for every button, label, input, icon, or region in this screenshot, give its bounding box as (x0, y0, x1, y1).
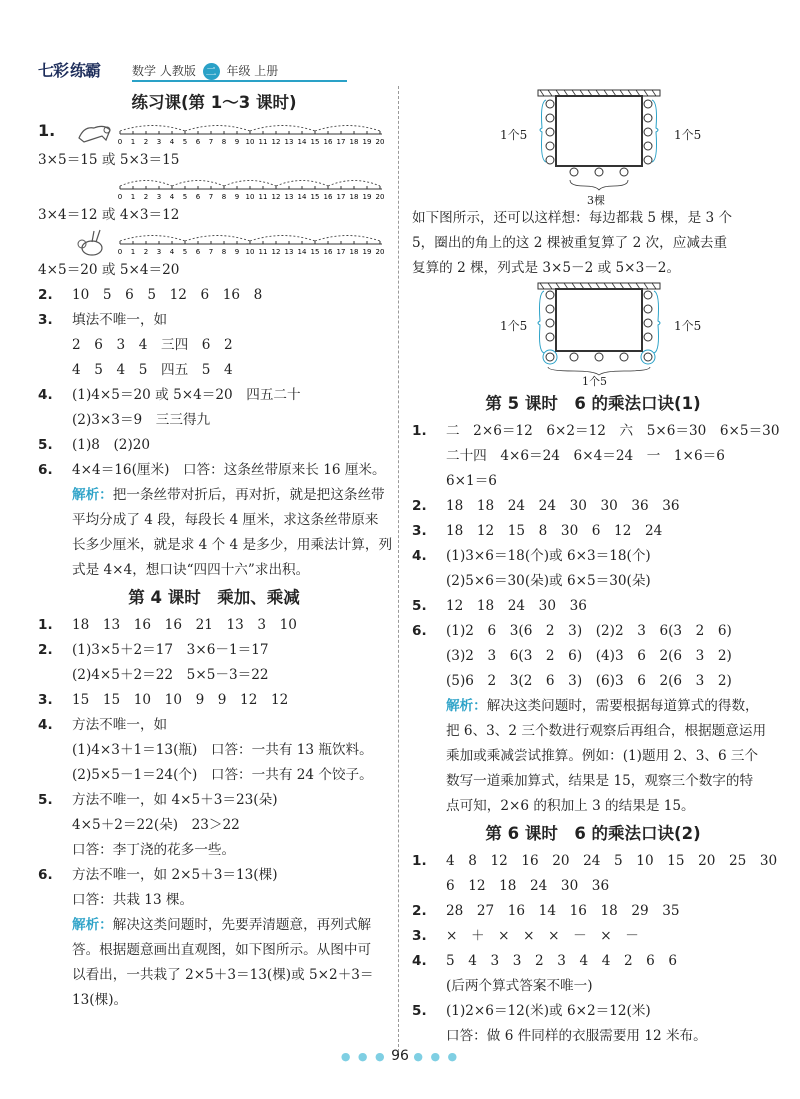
number-line-hop-arc (250, 126, 315, 132)
analysis-line (38, 913, 390, 938)
number-line-hop-arc (185, 236, 250, 242)
number-line-tick-label: 14 (297, 248, 307, 256)
number-line-tick-label: 16 (323, 248, 333, 256)
number-line-tick-label: 2 (143, 138, 149, 146)
number-line-tick-label: 1 (130, 193, 136, 201)
number-line-row-2 (38, 173, 390, 203)
number-line-tick-label: 11 (258, 248, 268, 256)
page-number: 96 (391, 1048, 409, 1064)
number-line-tick-label: 15 (310, 248, 320, 256)
figure-label-left: 1个5 (500, 319, 528, 333)
question-number: 5. (38, 437, 53, 453)
answer-line: 二十四 4×6＝24 6×4＝24 一 1×6＝6 (446, 448, 725, 464)
number-line-tick-label: 12 (271, 248, 281, 256)
number-line-tick-label: 6 (195, 248, 201, 256)
answer-line: 4×5＝20 或 5×4＝20 (38, 262, 180, 278)
brand-sub-text: 练霸 (70, 61, 101, 80)
number-line-hop-arc (315, 126, 380, 132)
question-number: 1. (38, 121, 56, 140)
figure-label-bottom: 3棵 (587, 194, 605, 207)
question-5 (38, 433, 390, 458)
question-number: 1. (412, 853, 427, 869)
answer-text: (1)2 6 3(6 2 3) (2)2 3 6(3 2 6) (446, 623, 732, 639)
number-line-tick-label: 3 (156, 138, 162, 146)
paragraph-line: 5，圈出的角上的这 2 棵被重复算了 2 次，应减去重 (412, 235, 728, 251)
number-line-tick-label: 16 (323, 138, 333, 146)
number-line-tick-label: 2 (143, 248, 149, 256)
answer-text: 15 15 10 10 9 9 12 12 (72, 692, 289, 708)
question-5 (412, 594, 774, 619)
number-line-tick-label: 10 (245, 193, 255, 201)
grade-badge: 二 (203, 63, 220, 80)
question-number: 3. (38, 692, 53, 708)
paragraph-line: 复算的 2 棵，列式是 3×5－2 或 5×3－2。 (412, 260, 681, 276)
number-line-hop-arc (276, 181, 328, 187)
answer-line: 口答：做 6 件同样的衣服需要用 12 米布。 (446, 1028, 707, 1044)
question-number: 2. (38, 287, 53, 303)
question-2 (38, 638, 390, 663)
question-number: 5. (412, 1003, 427, 1019)
answer-text: 18 13 16 16 21 13 3 10 (72, 617, 297, 633)
rabbit-icon (72, 228, 112, 258)
number-line-tick-label: 20 (375, 193, 385, 201)
number-line-tick-label: 18 (349, 138, 359, 146)
number-line-tick-label: 9 (234, 193, 240, 201)
grade-label: 年级 上册 (226, 64, 279, 78)
answer-line: 3×4＝12 或 4×3＝12 (38, 207, 180, 223)
question-3 (38, 688, 390, 713)
analysis-line: 长多少厘米，就是求 4 个 4 是多少，用乘法计算，列 (72, 537, 393, 553)
answer-text: 二 2×6＝12 6×2＝12 六 5×6＝30 6×5＝30 (446, 423, 780, 439)
analysis-line: 点可知，2×6 的积加上 3 的结果是 15。 (446, 798, 695, 814)
analysis-line: 乘加或乘减尝试推算。例如：(1)题用 2、3、6 三个 (446, 748, 759, 764)
question-number: 6. (38, 867, 53, 883)
analysis-label: 解析： (72, 487, 113, 503)
figure-label-left: 1个5 (500, 128, 528, 142)
number-line-tick-label: 8 (221, 193, 227, 201)
number-line-tick-label: 0 (117, 193, 123, 201)
analysis-line: 把 6、3、2 三个数进行观察后再组合，根据题意运用 (446, 723, 767, 739)
question-3 (412, 519, 774, 544)
answer-line: (1)4×3＋1＝13(瓶) 口答：一共有 13 瓶饮料。 (72, 742, 373, 758)
answer-text: × ＋ × × × － × － (446, 928, 639, 944)
number-line-hop-arc (328, 181, 380, 187)
question-5 (412, 999, 774, 1024)
analysis-line (412, 694, 774, 719)
question-6 (38, 458, 390, 483)
number-line-tick-label: 20 (375, 248, 385, 256)
answer-text: (1)4×5＝20 或 5×4＝20 四五二十 (72, 387, 301, 403)
number-line-tick-label: 14 (297, 138, 307, 146)
question-4 (38, 713, 390, 738)
answer-line: (2)4×5＋2＝22 5×5－3＝22 (72, 667, 269, 683)
question-6 (38, 863, 390, 888)
number-line-tick-label: 13 (284, 248, 294, 256)
number-line-hop-arc (224, 181, 276, 187)
number-line-tick-label: 20 (375, 138, 385, 146)
number-line-tick-label: 2 (143, 193, 149, 201)
number-line-tick-label: 15 (310, 193, 320, 201)
number-line-3 (116, 228, 388, 258)
subject-label: 数学 人教版 (132, 64, 196, 78)
number-line-tick-label: 18 (349, 193, 359, 201)
number-line-hop-arc (315, 236, 380, 242)
answer-line: (2)5×5－1＝24(个) 口答：一共有 24 个饺子。 (72, 767, 373, 783)
answer-line: (后两个算式答案不唯一) (446, 978, 593, 994)
figure-label-bottom: 1个5 (582, 375, 607, 388)
answer-text: 填法不唯一，如 (72, 312, 168, 328)
answer-text: 18 18 24 24 30 30 36 36 (446, 498, 680, 514)
question-4 (412, 949, 774, 974)
number-line-tick-label: 7 (208, 248, 214, 256)
number-line-tick-label: 4 (169, 138, 175, 146)
question-5 (38, 788, 390, 813)
answer-text: 方法不唯一，如 2×5＋3＝13(棵) (72, 867, 278, 883)
number-line-tick-label: 19 (362, 138, 372, 146)
brand-text: 七彩 (38, 61, 69, 80)
number-line-hop-arc (185, 126, 250, 132)
question-number: 4. (412, 953, 427, 969)
brand-logo (36, 58, 100, 81)
answer-line: 6 12 18 24 30 36 (446, 878, 610, 894)
number-line-tick-label: 8 (221, 138, 227, 146)
number-line-tick-label: 19 (362, 248, 372, 256)
question-number: 2. (412, 498, 427, 514)
answer-text: (1)3×6＝18(个)或 6×3＝18(个) (446, 548, 651, 564)
answer-line: (2)5×6＝30(朵)或 6×5＝30(朵) (446, 573, 651, 589)
question-number: 3. (38, 312, 53, 328)
number-line-tick-label: 6 (195, 138, 201, 146)
question-1 (412, 419, 780, 444)
tree-figure-1 (412, 88, 774, 206)
footer-dots-right: ● ● ● (413, 1050, 460, 1063)
analysis-line: 式是 4×4，想口诀“四四十六”求出积。 (72, 562, 310, 578)
analysis-line: 13(棵)。 (72, 992, 128, 1008)
answer-line: 口答：共栽 13 棵。 (72, 892, 194, 908)
number-line-hop-arc (250, 236, 315, 242)
answer-text: 5 4 3 3 2 3 4 4 2 6 6 (446, 953, 678, 969)
question-1 (38, 613, 390, 638)
analysis-line: 以看出，一共栽了 2×5＋3＝13(棵)或 5×2＋3＝ (72, 967, 374, 983)
number-line-tick-label: 15 (310, 138, 320, 146)
question-number: 4. (38, 387, 53, 403)
number-line-2 (116, 173, 388, 203)
answer-line: 4×5＋2＝22(朵) 23＞22 (72, 817, 240, 833)
section-title-lesson5: 第 5 课时 6 的乘法口诀(1) (485, 394, 701, 413)
number-line-tick-label: 11 (258, 138, 268, 146)
question-6 (412, 619, 774, 644)
question-number: 5. (38, 792, 53, 808)
number-line-tick-label: 6 (195, 193, 201, 201)
number-line-tick-label: 1 (130, 138, 136, 146)
answer-line: (3)2 3 6(3 2 6) (4)3 6 2(6 3 2) (446, 648, 732, 664)
number-line-row-1 (38, 118, 390, 148)
analysis-text: 把一条丝带对折后，再对折，就是把这条丝带 (112, 487, 385, 503)
column-divider (398, 86, 399, 1052)
number-line-tick-label: 17 (336, 193, 346, 201)
number-line-tick-label: 12 (271, 193, 281, 201)
number-line-tick-label: 19 (362, 193, 372, 201)
number-line-tick-label: 7 (208, 193, 214, 201)
tree-figure-2 (412, 281, 774, 389)
analysis-text: 解决这类问题时，先要弄清题意，再列式解 (112, 917, 372, 933)
question-2 (412, 899, 774, 924)
answer-text: (1)8 (2)20 (72, 437, 151, 453)
number-line-hop-arc (172, 181, 224, 187)
question-4 (412, 544, 774, 569)
paragraph-line: 如下图所示，还可以这样想：每边都栽 5 棵，是 3 个 (412, 210, 733, 226)
question-2 (412, 494, 774, 519)
number-line-tick-label: 4 (169, 193, 175, 201)
number-line-tick-label: 17 (336, 138, 346, 146)
figure-label-right: 1个5 (674, 128, 702, 142)
analysis-line: 答。根据题意画出直观图，如下图所示。从图中可 (72, 942, 372, 958)
analysis-text: 解决这类问题时，需要根据每道算式的得数， (486, 698, 759, 714)
footer-dots-left: ● ● ● (340, 1050, 387, 1063)
square-garden-diagram-circled (534, 281, 664, 377)
question-4 (38, 383, 390, 408)
number-line-tick-label: 5 (182, 193, 188, 201)
section-title-lesson4: 第 4 课时 乘加、乘减 (128, 588, 300, 607)
number-line-tick-label: 17 (336, 248, 346, 256)
tiger-icon (76, 118, 114, 146)
question-2 (38, 283, 390, 308)
square-garden-diagram (534, 88, 664, 206)
answer-line: (2)3×3＝9 三三得九 (72, 412, 211, 428)
analysis-line: 平均分成了 4 段，每段长 4 厘米，求这条丝带原来 (72, 512, 379, 528)
question-3 (38, 308, 390, 333)
answer-text: 10 5 6 5 12 6 16 8 (72, 287, 263, 303)
question-number: 3. (412, 523, 427, 539)
left-column (38, 88, 393, 1013)
answer-text: 12 18 24 30 36 (446, 598, 587, 614)
number-line-tick-label: 18 (349, 248, 359, 256)
number-line-tick-label: 13 (284, 138, 294, 146)
number-line-tick-label: 4 (169, 248, 175, 256)
section-title-lesson6: 第 6 课时 6 的乘法口诀(2) (485, 824, 701, 843)
answer-text: 4×4＝16(厘米) 口答：这条丝带原来长 16 厘米。 (72, 462, 386, 478)
number-line-tick-label: 11 (258, 193, 268, 201)
number-line-tick-label: 13 (284, 193, 294, 201)
question-number: 6. (38, 462, 53, 478)
number-line-1 (116, 118, 388, 148)
number-line-tick-label: 9 (234, 248, 240, 256)
answer-line: (5)6 2 3(2 6 3) (6)3 6 2(6 3 2) (446, 673, 732, 689)
number-line-tick-label: 10 (245, 248, 255, 256)
question-number: 4. (38, 717, 53, 733)
book-meta (132, 62, 278, 80)
analysis-line (38, 483, 390, 508)
question-number: 5. (412, 598, 427, 614)
number-line-tick-label: 5 (182, 138, 188, 146)
question-number: 6. (412, 623, 427, 639)
question-number: 1. (38, 617, 53, 633)
question-number: 2. (38, 642, 53, 658)
number-line-hop-arc (120, 126, 185, 132)
answer-text: (1)2×6＝12(米)或 6×2＝12(米) (446, 1003, 651, 1019)
section-title-practice: 练习课(第 1～3 课时) (131, 93, 297, 112)
number-line-tick-label: 9 (234, 138, 240, 146)
page-header (36, 58, 326, 82)
answer-line: 6×1＝6 (446, 473, 497, 489)
answer-text: 4 8 12 16 20 24 5 10 15 20 25 30 (446, 853, 778, 869)
answer-text: (1)3×5＋2＝17 3×6－1＝17 (72, 642, 269, 658)
number-line-tick-label: 14 (297, 193, 307, 201)
number-line-tick-label: 5 (182, 248, 188, 256)
question-number: 4. (412, 548, 427, 564)
number-line-tick-label: 0 (117, 138, 123, 146)
number-line-tick-label: 0 (117, 248, 123, 256)
analysis-line: 数写一道乘加算式，结果是 15，观察三个数字的特 (446, 773, 754, 789)
header-underline (132, 80, 347, 82)
number-line-tick-label: 3 (156, 248, 162, 256)
number-line-hop-arc (120, 236, 185, 242)
question-number: 3. (412, 928, 427, 944)
answer-line: 3×5＝15 或 5×3＝15 (38, 152, 180, 168)
analysis-label: 解析： (72, 917, 113, 933)
number-line-tick-label: 3 (156, 193, 162, 201)
right-column (412, 88, 780, 1049)
analysis-label: 解析： (446, 698, 487, 714)
answer-text: 方法不唯一，如 4×5＋3＝23(朵) (72, 792, 278, 808)
answer-line: 4 5 4 5 四五 5 4 (72, 362, 233, 378)
answer-text: 18 12 15 8 30 6 12 24 (446, 523, 663, 539)
question-number: 1. (412, 423, 427, 439)
answer-text: 方法不唯一，如 (72, 717, 168, 733)
number-line-tick-label: 8 (221, 248, 227, 256)
number-line-tick-label: 10 (245, 138, 255, 146)
answer-text: 28 27 16 14 16 18 29 35 (446, 903, 680, 919)
page-footer (0, 1048, 800, 1064)
figure-label-right: 1个5 (674, 319, 702, 333)
question-number: 2. (412, 903, 427, 919)
answer-line: 2 6 3 4 三四 6 2 (72, 337, 233, 353)
question-1 (412, 849, 778, 874)
number-line-row-3 (38, 228, 390, 258)
number-line-tick-label: 12 (271, 138, 281, 146)
question-3 (412, 924, 774, 949)
answer-line: 口答：李丁浇的花多一些。 (72, 842, 236, 858)
number-line-hop-arc (120, 181, 172, 187)
number-line-tick-label: 1 (130, 248, 136, 256)
number-line-tick-label: 16 (323, 193, 333, 201)
number-line-tick-label: 7 (208, 138, 214, 146)
